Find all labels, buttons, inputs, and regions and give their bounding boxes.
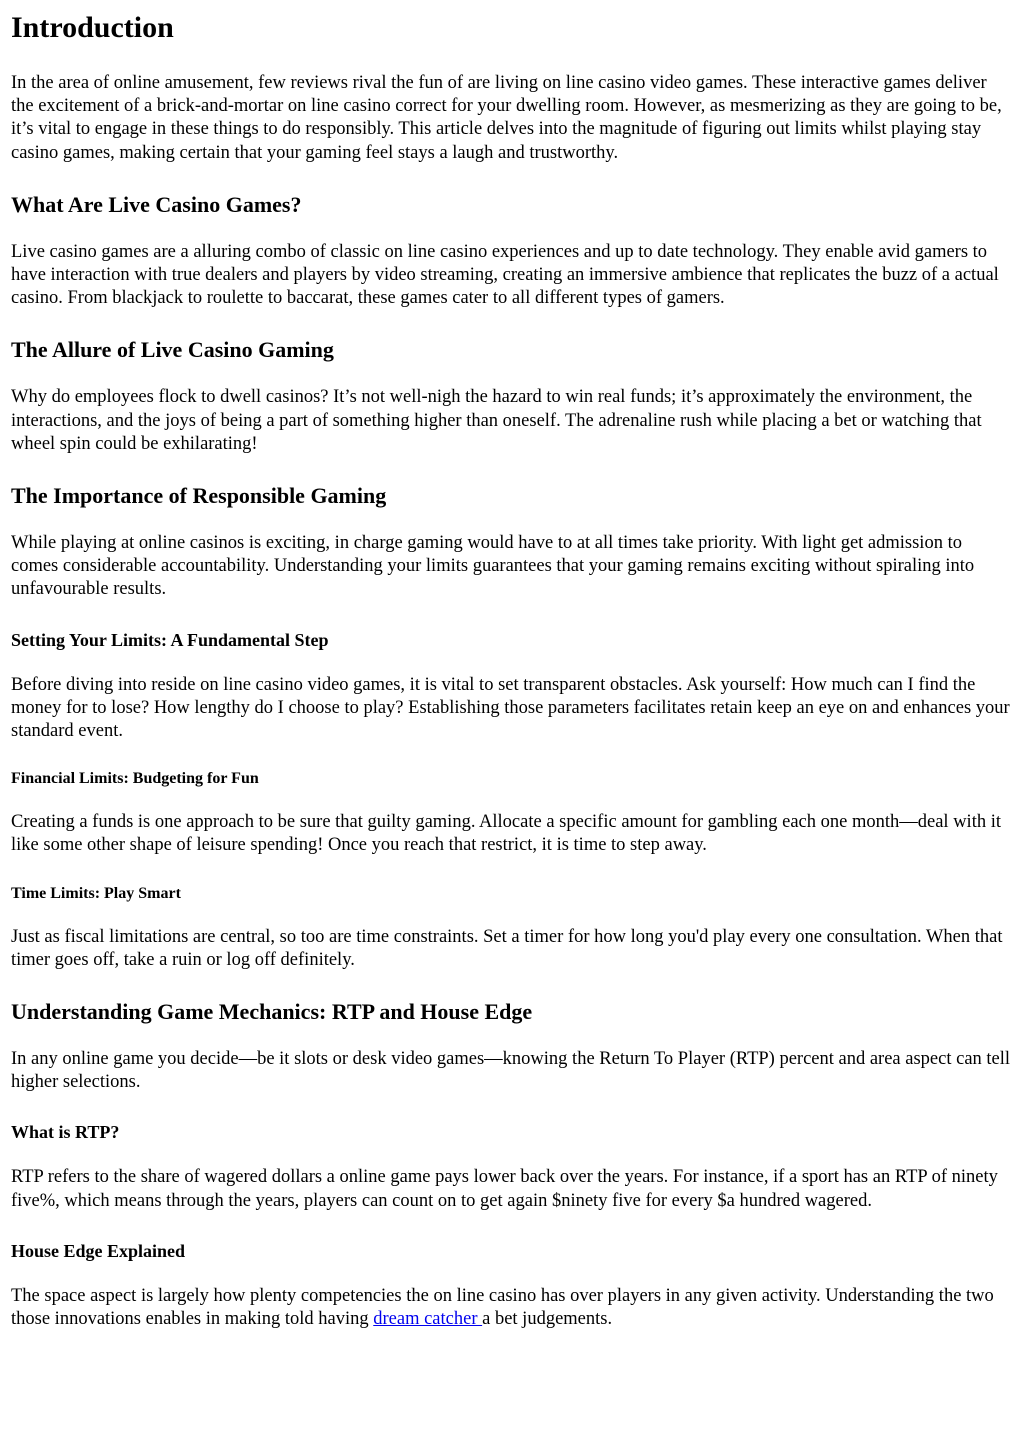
section-heading-allure: The Allure of Live Casino Gaming: [11, 337, 334, 363]
section-paragraph: While playing at online casinos is exciting, in charge gaming would have to at all times take priority. With light get admission to comes considerable accountability. Understanding your limits guarantees that your gaming remains exciting without spiraling into unfavourable results.: [11, 533, 975, 600]
section-paragraph: Creating a funds is one approach to be sure that guilty gaming. Allocate a specific amount for gambling each one month—deal with it like some other shape of leisure spending! Once you reach that restrict, it is time to step away.: [11, 812, 1001, 856]
section-heading-responsible-gaming: The Importance of Responsible Gaming: [11, 483, 387, 509]
paragraph-text: The space aspect is largely how plenty competencies the on line casino has over players in any given activity. Understanding the two those innovations enables in making told having: [11, 1285, 994, 1330]
section-paragraph: [11, 1285, 1013, 1331]
section-paragraph: Before diving into reside on line casino video games, it is vital to set transparent obstacles. Ask yourself: How much can I find the money for to lose? How lengthy do I choose to play? Establishing those parameters facilitates retain keep an eye on and enhances your standard event.: [11, 674, 1010, 742]
paragraph-text: a bet judgements.: [482, 1309, 613, 1330]
section-heading-house-edge: House Edge Explained: [11, 1240, 186, 1261]
page-title: Introduction: [11, 11, 174, 44]
section-paragraph: Just as fiscal limitations are central, so too are time constraints. Set a timer for how long you'd play every one consultation. When that timer goes off, take a ruin or log off definitely.: [11, 926, 1003, 970]
section-paragraph: Why do employees flock to dwell casinos? It’s not well-nigh the hazard to win real funds; it’s approximately the environment, the interactions, and the joys of being a part of something higher than oneself. The adrenaline rush while placing a bet or watching that wheel spin could be exhilarating!: [11, 387, 982, 454]
section-heading-setting-limits: Setting Your Limits: A Fundamental Step: [11, 629, 329, 650]
section-heading-game-mechanics: Understanding Game Mechanics: RTP and House Edge: [11, 999, 533, 1025]
dream-catcher-link[interactable]: dream catcher: [373, 1309, 483, 1330]
section-paragraph: In any online game you decide—be it slots or desk video games—knowing the Return To Player (RTP) percent and area aspect can tell higher selections.: [11, 1049, 1011, 1093]
section-paragraph: Live casino games are a alluring combo of classic on line casino experiences and up to date technology. They enable avid gamers to have interaction with true dealers and players by video streaming, creating an immersive ambience that replicates the buzz of a actual casino. From blackjack to roulette to baccarat, these games cater to all different types of gamers.: [11, 241, 999, 309]
article: [0, 10, 1024, 1331]
section-heading-what-are-live-casino-games: What Are Live Casino Games?: [11, 191, 302, 217]
section-heading-financial-limits: Financial Limits: Budgeting for Fun: [11, 770, 259, 788]
intro-paragraph: In the area of online amusement, few reviews rival the fun of are living on line casino video games. These interactive games deliver the excitement of a brick-and-mortar on line casino correct for your dwelling room. However, as mesmerizing as they are going to be, it’s vital to engage in these things to do responsibly. This article delves into the magnitude of figuring out limits whilst playing stay casino games, making certain that your gaming feel stays a laugh and trustworthy.: [11, 73, 1002, 163]
section-paragraph: RTP refers to the share of wagered dollars a online game pays lower back over the years. For instance, if a sport has an RTP of ninety five%, which means through the years, players can count on to get again $ninety five for every $a hundred wagered.: [11, 1167, 998, 1211]
section-heading-time-limits: Time Limits: Play Smart: [11, 884, 181, 902]
section-heading-what-is-rtp: What is RTP?: [11, 1122, 120, 1143]
